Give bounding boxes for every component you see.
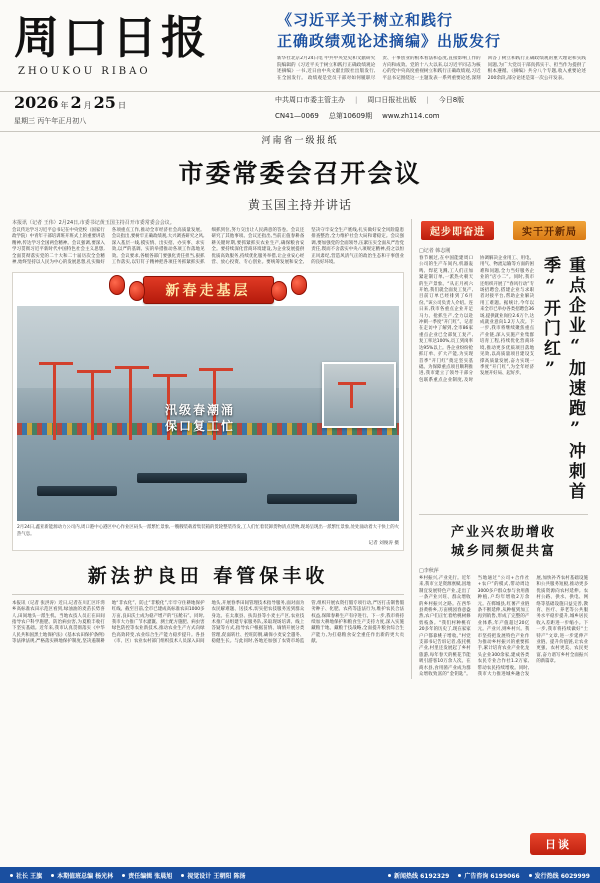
right-article-body: 春节刚过,在中国能建周口公司的生产车间内,机器轰鸣、焊花飞溅,工人们正加紧赶制订单,一派热火朝天的生产景象。“从正月初六开始,我们就全面复工复产,目前订单已经排到了6月份。”该公司负责人介绍。连日来,我市各重点企业开足马力、抢抓生产,全力以赴冲刺一季度“开门红”。记者在走访中了解到,全市86家重点企业已全部复工复产,复工率达100%,员工到岗率达95%以上。各企业纷纷抢抓订单、扩大产能,为实现首季“开门红”奠定坚实基础。为保障重点项目顺利推进,我市建立了领导干部分包联系重点企业制度,及时协调解决企业用工、用电、用气、物流运输等方面的困难和问题,全力当好服务企业的“店小二”。同时,我市还组织开展了“春风行动”专场招聘会,搭建企业与求职者对接平台,帮助企业解决用工难题。据统计,今年以来全市已举办各类招聘会36场,提供就业岗位2.6万个,达成就业意向1.2万人次。下一步,我市将继续聚焦重点产业链,深入实施产业集群培育工程,持续优化营商环境,推动更多优质项目落地见效,以高质量项目建设支撑高质量发展,奋力实现一季度“开门红”,为全年经济发展开好局、起好步。 (419, 256, 534, 383)
column-divider (411, 219, 412, 679)
right-top-article (419, 256, 588, 508)
lantern-icon (271, 281, 287, 301)
publisher-house: 周口日报社出版 (367, 96, 417, 104)
photo-caption: 2月24日,鑫亚新能源动力公司内,周口港中心港区中心作业区码头一派繁忙景象,一艘艘装载着集装箱的货轮整装待发,工人们忙着装卸货物清点货物,现场呈现出一派繁忙景象,处处涌动着大干快上的火热气息。 (17, 525, 399, 537)
newspaper-pinyin: ZHOUKOU RIBAO (18, 66, 151, 77)
ship-icon (137, 473, 247, 483)
right-column (419, 219, 588, 679)
website-url[interactable]: www.zh114.com (382, 112, 440, 120)
cn-code: CN41—0069 (275, 112, 319, 120)
date-year: 2026 (14, 93, 59, 112)
date-month: 2 (70, 93, 82, 112)
ribbon-tag-left: 起步即奋进 (421, 221, 494, 240)
masthead (0, 0, 600, 92)
footer-item-4 (388, 871, 449, 880)
date-day: 25 (93, 93, 116, 112)
pages-today: 今日8版 (438, 96, 465, 104)
footer-item-2 (122, 871, 172, 880)
lead-headline-line2: 正确政绩观论述摘编》出版发行 (277, 32, 502, 50)
section-ribbon (419, 219, 588, 241)
footer-label-6: 发行热线 6029999 (534, 872, 590, 880)
photo-overlay-line1: 汛级春潮涌 (165, 403, 236, 418)
publication-date-block (14, 95, 269, 126)
footer-label-4: 新闻热线 6192329 (394, 872, 450, 880)
crane-icon (53, 362, 56, 440)
masthead-lead-article (269, 6, 586, 91)
footer-bar (0, 867, 600, 883)
total-issue: 总第10609期 (328, 112, 373, 120)
main-headline: 市委常委会召开会议 (178, 159, 422, 188)
photo-overlay-line2: 保口复工忙 (165, 419, 236, 434)
photo-inset (322, 362, 396, 428)
right-vertical-headline: 重点企业“加速跑”冲刺首季“开门红” (540, 256, 585, 502)
ship-icon (37, 486, 117, 496)
main-article-body: 会议传达学习习近平总书记在中央党校（国家行政学院）中青年干部培训班开班式上的重要讲话精神,传达学习全国两会精神。会议强调,要深入学习贯彻习近平新时代中国特色社会主义思想,全面贯彻落实党的二十大和二十届历次全会精神,始终坚持以人民为中心的发展思想,扎实做好各项重点工作,推动全市经济社会高质量发展。会议指出,要树牢正确政绩观,大兴调查研究之风,深入基层一线,摸实情、出实招、办实事、求实效,以严的基调、实的举措推动各项工作落地见效。会议要求,各级各部门要强化责任担当,狠抓工作落实,以钉钉子精神把各项任务抓紧抓实抓细抓到位,努力交出让人民满意的答卷。会议还研究了其他事项。会议还指出,当前正值春耕备耕关键时期,要抓紧抓实农业生产,确保粮食安全。要持续深化营商环境建设,为企业发展提供优质高效服务,持续优化服务举措,让企业安心经营、放心投资、专心创业。要统筹发展和安全,坚决守牢安全生产底线,扎实做好安全风险隐患排查整治,全力维护社会大局和谐稳定。会议强调,要加强党的全面领导,压紧压实全面从严治党责任,锲而不舍落实中央八项规定精神,持之以恒正风肃纪,营造风清气正的政治生态和干事创业的良好环境。 (12, 228, 404, 266)
photo-credit: 记者 刘俊涛 摄 (368, 540, 399, 546)
footer-label-5: 广告咨询 6199066 (464, 872, 520, 880)
lantern-icon (291, 275, 307, 295)
crane-icon (91, 370, 94, 440)
right-secondary-body: 乡村振兴,产业先行。近年来,我市立足资源禀赋,因地制宜发展特色产业,走出了一条产业兴旺、群众增收的乡村振兴之路。在西华县黄桥乡,万亩桃园春意盎然,农户们正忙着给桃树修剪枝条。“我们村种桃有20多年的历史了,现在家家户户都靠桃子增收。”村党支部书记告诉记者,依托桃产业,村里还发展起了乡村旅游,每年春天的桃花节能吸引游客10万余人次。在商水县,食用菌产业成为群众增收致富的“金钥匙”。当地通过“公司+合作社+农户”的模式,带动周边3000多户群众参与食用菌种植,户均年增收2万余元。在郸城县,红薯产业链条不断延伸,从种植到加工再到销售,形成了完整的产业体系,年产值超过20亿元。产业兴,则乡村兴。我市坚持把发展特色产业作为推动乡村振兴的重要抓手,累计培育农业产业化龙头企业300余家,建成各类农民专业合作社1.2万家,带动农民持续增收。同时,我市大力推进城乡融合发展,加快补齐农村基础设施和公共服务短板,推动更多优质资源向农村延伸。农村公路、供水、供电、网络等基础设施日益完善,教育、医疗、养老等公共服务水平稳步提升,城乡居民收入差距进一步缩小。下一步,我市将持续做好“土特产”文章,进一步延伸产业链、提升价值链,让农业更强、农村更美、农民更富,奋力谱写乡村全面振兴的新篇章。 (419, 576, 588, 678)
lead-article-text: 新华社北京2月24日电 中共中央党史和文献研究院编辑的《习近平关于树立和践行正确政绩观论述摘编》一书,近日由中央文献出版社出版发行,在全国发行。 政绩观是党员干部对如何履职尽责、干事创业的根本看法和态度,直接影响工作的方向和成效。党的十八大以来,以习近平同志为核心的党中央高度重视树立和践行正确政绩观,习近平总书记围绕这一主题发表一系列重要论述,深刻回答了树立和践行正确政绩观的重大理论和实践问题,为广大党员干部真抓实干、担当作为提供了根本遵循。《摘编》共分八个专题,收入重要论述200余段,部分论述是第一次公开发表。 (277, 56, 586, 81)
footer-label-2: 责任编辑 张晨旭 (128, 872, 173, 880)
right-secondary-byline: □李秋萍 (419, 568, 439, 574)
footer-item-1 (51, 871, 113, 880)
lunar-date: 丙午年正月初八 (37, 117, 87, 125)
lantern-icon (109, 275, 125, 295)
right-secondary-headline-line2: 城乡同频促共富 (450, 544, 556, 559)
right-secondary-headline-line1: 产业兴农助增收 (450, 525, 556, 540)
issue-weekday: 星期三 (14, 117, 35, 125)
footer-item-6 (529, 871, 590, 880)
publication-info: 中共周口市委主管主办 | 周口日报社出版 | 今日8版 CN41—0069 总第10609期 www.zh114.com (275, 96, 465, 120)
footer-label-3: 视觉设计 王朝阳 陈扬 (187, 872, 246, 880)
ship-icon (267, 494, 357, 504)
right-article-byline: □记者 韩志刚 (419, 248, 451, 254)
feature-banner-label: 新春走基层 (143, 276, 274, 304)
column-seal-badge: 日谈 (530, 833, 586, 855)
province-rating-line: 河南省一级报纸 (261, 136, 339, 146)
photo-overlay-text (165, 402, 235, 434)
secondary-article-body: 本报讯（记者 张洪涛）近日,记者在川汇区许湾乡高标准农田示范区看到,绿油油的麦苗长势喜人,田间地头一派生机。当地农技人员正在田间指导农户科学施肥、防治病虫害,为夏粮丰收打下坚实基础。近年来,我市认真贯彻落实《中华人民共和国黑土地保护法》《基本农田保护条例》等法律法规,严格落实耕地保护制度,坚决遏制耕地“非农化”、防止“非粮化”,牢牢守住耕地保护红线。截至目前,全市已建成高标准农田1000多万亩,良田沃土成为稳产增产的“压舱石”。同时,我市大力推广节水灌溉、测土配方施肥、病虫害绿色防控等农业新技术,推动农业生产方式向绿色高效转变,农业综合生产能力稳步提升。各县（市、区）农业农村部门组织技术人员深入田间地头,开展春季田间管理技术指导服务,面对面为农民解难题、送技术,切实把农技服务送到群众身边。在太康县、扶沟县等小麦主产区,农业技术推广站组建专家服务队,采取现场培训、线上答疑等方式,指导农户根据苗情、墒情开展分类管理,促弱转壮、控旺防倒,确保小麦安全越冬、稳健生长。与此同时,各地还加强了农资市场监管,组织开展农资打假专项行动,严厉打击制售假劣种子、化肥、农药等违法行为,维护农民合法权益,保障春耕生产有序进行。下一步,我市将持续加大耕地保护和粮食生产支持力度,深入实施藏粮于地、藏粮于技战略,全面提升粮食综合生产能力,为扛稳粮食安全重任作出新的更大贡献。 (12, 600, 404, 645)
ribbon-tag-right: 实干开新局 (513, 221, 586, 240)
footer-item-3 (181, 871, 245, 880)
secondary-headline: 新法护良田 春管保丰收 (87, 564, 329, 587)
feature-photo (17, 306, 399, 521)
publisher-authority: 中共周口市委主管主办 (275, 96, 345, 104)
date-day-unit: 日 (117, 101, 126, 110)
date-month-unit: 月 (83, 101, 92, 110)
footer-label-0: 社长 王旗 (16, 872, 43, 880)
crane-icon (350, 382, 353, 408)
main-article-byline: 本报讯（记者 王伟）2月24日,市委书记黄玉国主持召开市委常委会会议。 (12, 220, 175, 226)
divider (12, 594, 404, 595)
left-column (12, 219, 404, 679)
feature-photo-block (12, 272, 404, 550)
newspaper-title: 周口日报 (14, 11, 211, 64)
footer-item-5 (458, 871, 519, 880)
feature-banner (17, 277, 399, 303)
footer-item-0 (10, 871, 42, 880)
crane-icon (129, 366, 132, 440)
main-article-header (0, 146, 600, 215)
footer-label-1: 本期值班总编 杨光林 (57, 872, 114, 880)
date-year-unit: 年 (60, 101, 69, 110)
lead-headline-line1: 《习近平关于树立和践行 (277, 11, 454, 29)
main-subheadline: 黄玉国主持并讲话 (247, 198, 352, 212)
masthead-brand (14, 6, 269, 91)
right-secondary-headline (419, 523, 588, 561)
divider (419, 514, 588, 515)
page-body (0, 215, 600, 679)
